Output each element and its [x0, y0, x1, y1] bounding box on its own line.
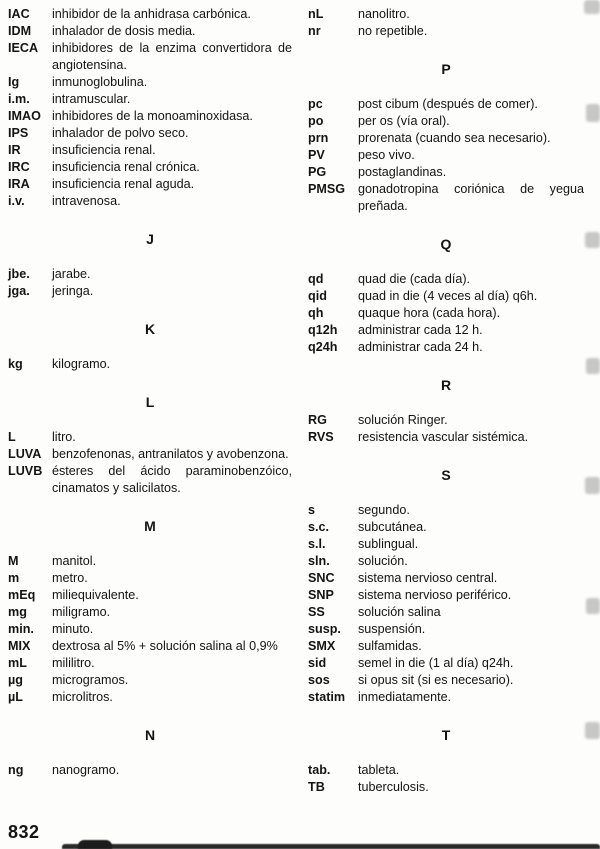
entry-term: i.m. — [8, 92, 30, 106]
entry-definition: quad die (cada día). — [358, 272, 471, 286]
entry-term: IDM — [8, 24, 32, 38]
entry-definition: per os (vía oral). — [358, 114, 450, 128]
glossary-entry — [8, 266, 292, 283]
entry-definition: segundo. — [358, 503, 410, 517]
glossary-entry — [308, 322, 584, 339]
section-heading-n: N — [144, 727, 156, 743]
glossary-entry — [308, 779, 584, 796]
entry-term: q12h — [308, 323, 338, 337]
entry-definition: solución. — [358, 554, 408, 568]
glossary-entry — [308, 412, 584, 429]
entry-term: IRA — [8, 177, 30, 191]
entry-term: i.v. — [8, 194, 25, 208]
scan-edge-artifact — [62, 844, 600, 849]
entry-definition: sistema nervioso periférico. — [358, 588, 512, 602]
glossary-entry — [8, 446, 292, 463]
scan-artifact — [585, 477, 600, 494]
entry-term: sos — [308, 673, 330, 687]
glossary-entry — [8, 553, 292, 570]
section-heading-m: M — [144, 518, 156, 534]
entry-term: qd — [308, 272, 324, 286]
entry-term: mL — [8, 656, 27, 670]
scan-artifact — [584, 0, 600, 14]
glossary-entry — [8, 108, 292, 125]
entry-term: jga. — [8, 284, 30, 298]
entry-definition: subcutánea. — [358, 520, 427, 534]
entry-definition: sublingual. — [358, 537, 419, 551]
entry-term: qh — [308, 306, 324, 320]
entry-definition: litro. — [52, 430, 76, 444]
entry-term: statim — [308, 690, 346, 704]
entry-definition: dextrosa al 5% + solución salina al 0,9% — [52, 639, 278, 653]
scan-artifact — [586, 358, 600, 374]
glossary-entry — [8, 587, 292, 604]
section-heading-q: Q — [440, 236, 452, 252]
entry-definition: jeringa. — [52, 284, 94, 298]
glossary-entry — [308, 429, 584, 446]
glossary-entry — [308, 305, 584, 322]
section-heading-j: J — [146, 231, 154, 247]
glossary-entry — [308, 621, 584, 638]
entry-definition: insuficiencia renal. — [52, 143, 156, 157]
glossary-entry — [308, 570, 584, 587]
entry-term: s — [308, 503, 316, 517]
entry-term: IAC — [8, 7, 30, 21]
entry-term: µg — [8, 673, 23, 687]
entry-term: nr — [308, 24, 321, 38]
entry-term: ng — [8, 763, 24, 777]
entry-term: s.c. — [308, 520, 330, 534]
page-number: 832 — [8, 822, 40, 842]
entry-definition: administrar cada 24 h. — [358, 340, 483, 354]
entry-definition: inhalador de dosis media. — [52, 24, 196, 38]
entry-definition: inhibidores de la monoaminoxidasa. — [52, 109, 253, 123]
glossary-entry — [308, 587, 584, 604]
glossary-entry — [308, 553, 584, 570]
entry-term: tab. — [308, 763, 331, 777]
entry-definition: no repetible. — [358, 24, 428, 38]
glossary-entry — [308, 130, 584, 147]
entry-definition: semel in die (1 al día) q24h. — [358, 656, 514, 670]
entry-term: M — [8, 554, 19, 568]
glossary-columns — [8, 6, 584, 796]
entry-definition: inhibidor de la anhidrasa carbónica. — [52, 7, 251, 21]
entry-definition: inhalador de polvo seco. — [52, 126, 189, 140]
glossary-entry — [8, 689, 292, 706]
glossary-entry — [308, 147, 584, 164]
glossary-entry — [308, 638, 584, 655]
entry-term: PG — [308, 165, 327, 179]
glossary-entry — [308, 502, 584, 519]
entry-definition: gonadotropina coriónica de yegua preñada. — [358, 182, 584, 213]
entry-definition: inhibidores de la enzima convertidora de angiotensina. — [52, 41, 292, 72]
section-heading-r: R — [440, 377, 452, 393]
entry-definition: si opus sit (si es necesario). — [358, 673, 514, 687]
glossary-entry — [8, 23, 292, 40]
entry-term: SMX — [308, 639, 336, 653]
glossary-entry — [8, 570, 292, 587]
glossary-entry — [8, 604, 292, 621]
glossary-entry — [308, 113, 584, 130]
entry-definition: benzofenonas, antranilatos y avobenzona. — [52, 447, 289, 461]
glossary-entry — [308, 536, 584, 553]
entry-term: L — [8, 430, 16, 444]
right-column — [308, 6, 584, 796]
entry-definition: microgramos. — [52, 673, 129, 687]
entry-definition: intravenosa. — [52, 194, 121, 208]
entry-term: RG — [308, 413, 327, 427]
entry-definition: administrar cada 12 h. — [358, 323, 483, 337]
entry-term: nL — [308, 7, 324, 21]
entry-term: PV — [308, 148, 325, 162]
entry-definition: tableta. — [358, 763, 400, 777]
glossary-entry — [308, 519, 584, 536]
glossary-entry — [8, 463, 292, 497]
glossary-entry — [308, 164, 584, 181]
glossary-entry — [8, 142, 292, 159]
entry-definition: insuficiencia renal aguda. — [52, 177, 195, 191]
glossary-entry — [8, 40, 292, 74]
entry-term: LUVB — [8, 464, 43, 478]
entry-definition: postaglandinas. — [358, 165, 447, 179]
entry-term: IR — [8, 143, 21, 157]
entry-definition: peso vivo. — [358, 148, 415, 162]
entry-definition: quaque hora (cada hora). — [358, 306, 501, 320]
entry-term: RVS — [308, 430, 334, 444]
glossary-entry — [308, 689, 584, 706]
entry-term: qid — [308, 289, 327, 303]
scan-edge-artifact — [78, 840, 112, 849]
entry-term: IECA — [8, 41, 39, 55]
entry-definition: ésteres del ácido paraminobenzóico, cinamatos y salicilatos. — [52, 464, 292, 495]
entry-term: Ig — [8, 75, 20, 89]
glossary-entry — [8, 356, 292, 373]
entry-definition: kilogramo. — [52, 357, 111, 371]
entry-definition: intramuscular. — [52, 92, 131, 106]
entry-term: TB — [308, 780, 325, 794]
entry-definition: manitol. — [52, 554, 97, 568]
entry-term: pc — [308, 97, 323, 111]
scan-artifact — [586, 104, 600, 122]
glossary-entry — [308, 181, 584, 215]
entry-definition: solución Ringer. — [358, 413, 448, 427]
entry-definition: sulfamidas. — [358, 639, 422, 653]
glossary-entry — [8, 125, 292, 142]
entry-term: SNP — [308, 588, 334, 602]
section-heading-s: S — [441, 467, 451, 483]
entry-term: µL — [8, 690, 23, 704]
entry-term: IMAO — [8, 109, 41, 123]
entry-definition: metro. — [52, 571, 88, 585]
entry-term: q24h — [308, 340, 338, 354]
section-heading-l: L — [145, 394, 155, 410]
glossary-entry — [308, 604, 584, 621]
entry-definition: solución salina — [358, 605, 441, 619]
left-column — [8, 6, 292, 796]
glossary-entry — [8, 6, 292, 23]
entry-definition: suspensión. — [358, 622, 426, 636]
entry-definition: insuficiencia renal crónica. — [52, 160, 200, 174]
glossary-entry — [8, 638, 292, 655]
entry-definition: tuberculosis. — [358, 780, 429, 794]
entry-definition: post cibum (después de comer). — [358, 97, 538, 111]
glossary-entry — [8, 429, 292, 446]
glossary-entry — [308, 23, 584, 40]
entry-term: susp. — [308, 622, 341, 636]
section-heading-t: T — [441, 727, 451, 743]
entry-term: min. — [8, 622, 34, 636]
entry-term: sln. — [308, 554, 330, 568]
glossary-entry — [308, 655, 584, 672]
entry-term: mEq — [8, 588, 36, 602]
entry-definition: quad in die (4 veces al día) q6h. — [358, 289, 538, 303]
glossary-entry — [308, 271, 584, 288]
entry-term: PMSG — [308, 182, 346, 196]
entry-definition: minuto. — [52, 622, 94, 636]
entry-term: jbe. — [8, 267, 30, 281]
entry-definition: prorenata (cuando sea necesario). — [358, 131, 551, 145]
entry-term: IPS — [8, 126, 29, 140]
entry-definition: nanogramo. — [52, 763, 120, 777]
entry-term: SS — [308, 605, 325, 619]
glossary-entry — [308, 762, 584, 779]
glossary-entry — [8, 74, 292, 91]
entry-term: s.l. — [308, 537, 326, 551]
glossary-entry — [8, 762, 292, 779]
glossary-entry — [8, 672, 292, 689]
entry-term: kg — [8, 357, 23, 371]
glossary-entry — [8, 176, 292, 193]
glossary-entry — [8, 655, 292, 672]
glossary-entry — [8, 193, 292, 210]
entry-definition: nanolitro. — [358, 7, 410, 21]
glossary-entry — [8, 91, 292, 108]
entry-term: sid — [308, 656, 327, 670]
section-heading-k: K — [144, 321, 156, 337]
entry-definition: mililitro. — [52, 656, 95, 670]
entry-term: IRC — [8, 160, 30, 174]
entry-definition: resistencia vascular sistémica. — [358, 430, 529, 444]
entry-term: po — [308, 114, 324, 128]
entry-definition: microlitros. — [52, 690, 113, 704]
glossary-entry — [308, 339, 584, 356]
glossary-entry — [308, 672, 584, 689]
entry-term: SNC — [308, 571, 335, 585]
glossary-entry — [8, 283, 292, 300]
entry-definition: miliequivalente. — [52, 588, 139, 602]
entry-definition: inmunoglobulina. — [52, 75, 148, 89]
scan-artifact — [585, 232, 600, 248]
entry-term: m — [8, 571, 20, 585]
glossary-entry — [308, 6, 584, 23]
glossary-entry — [8, 621, 292, 638]
scan-artifact — [586, 598, 600, 614]
entry-term: mg — [8, 605, 27, 619]
section-heading-p: P — [441, 61, 451, 77]
entry-term: LUVA — [8, 447, 42, 461]
glossary-entry — [308, 96, 584, 113]
entry-definition: sistema nervioso central. — [358, 571, 498, 585]
entry-definition: miligramo. — [52, 605, 111, 619]
glossary-entry — [308, 288, 584, 305]
entry-term: MIX — [8, 639, 31, 653]
entry-definition: jarabe. — [52, 267, 91, 281]
entry-term: prn — [308, 131, 329, 145]
entry-definition: inmediatamente. — [358, 690, 452, 704]
scan-artifact — [585, 722, 600, 739]
glossary-entry — [8, 159, 292, 176]
